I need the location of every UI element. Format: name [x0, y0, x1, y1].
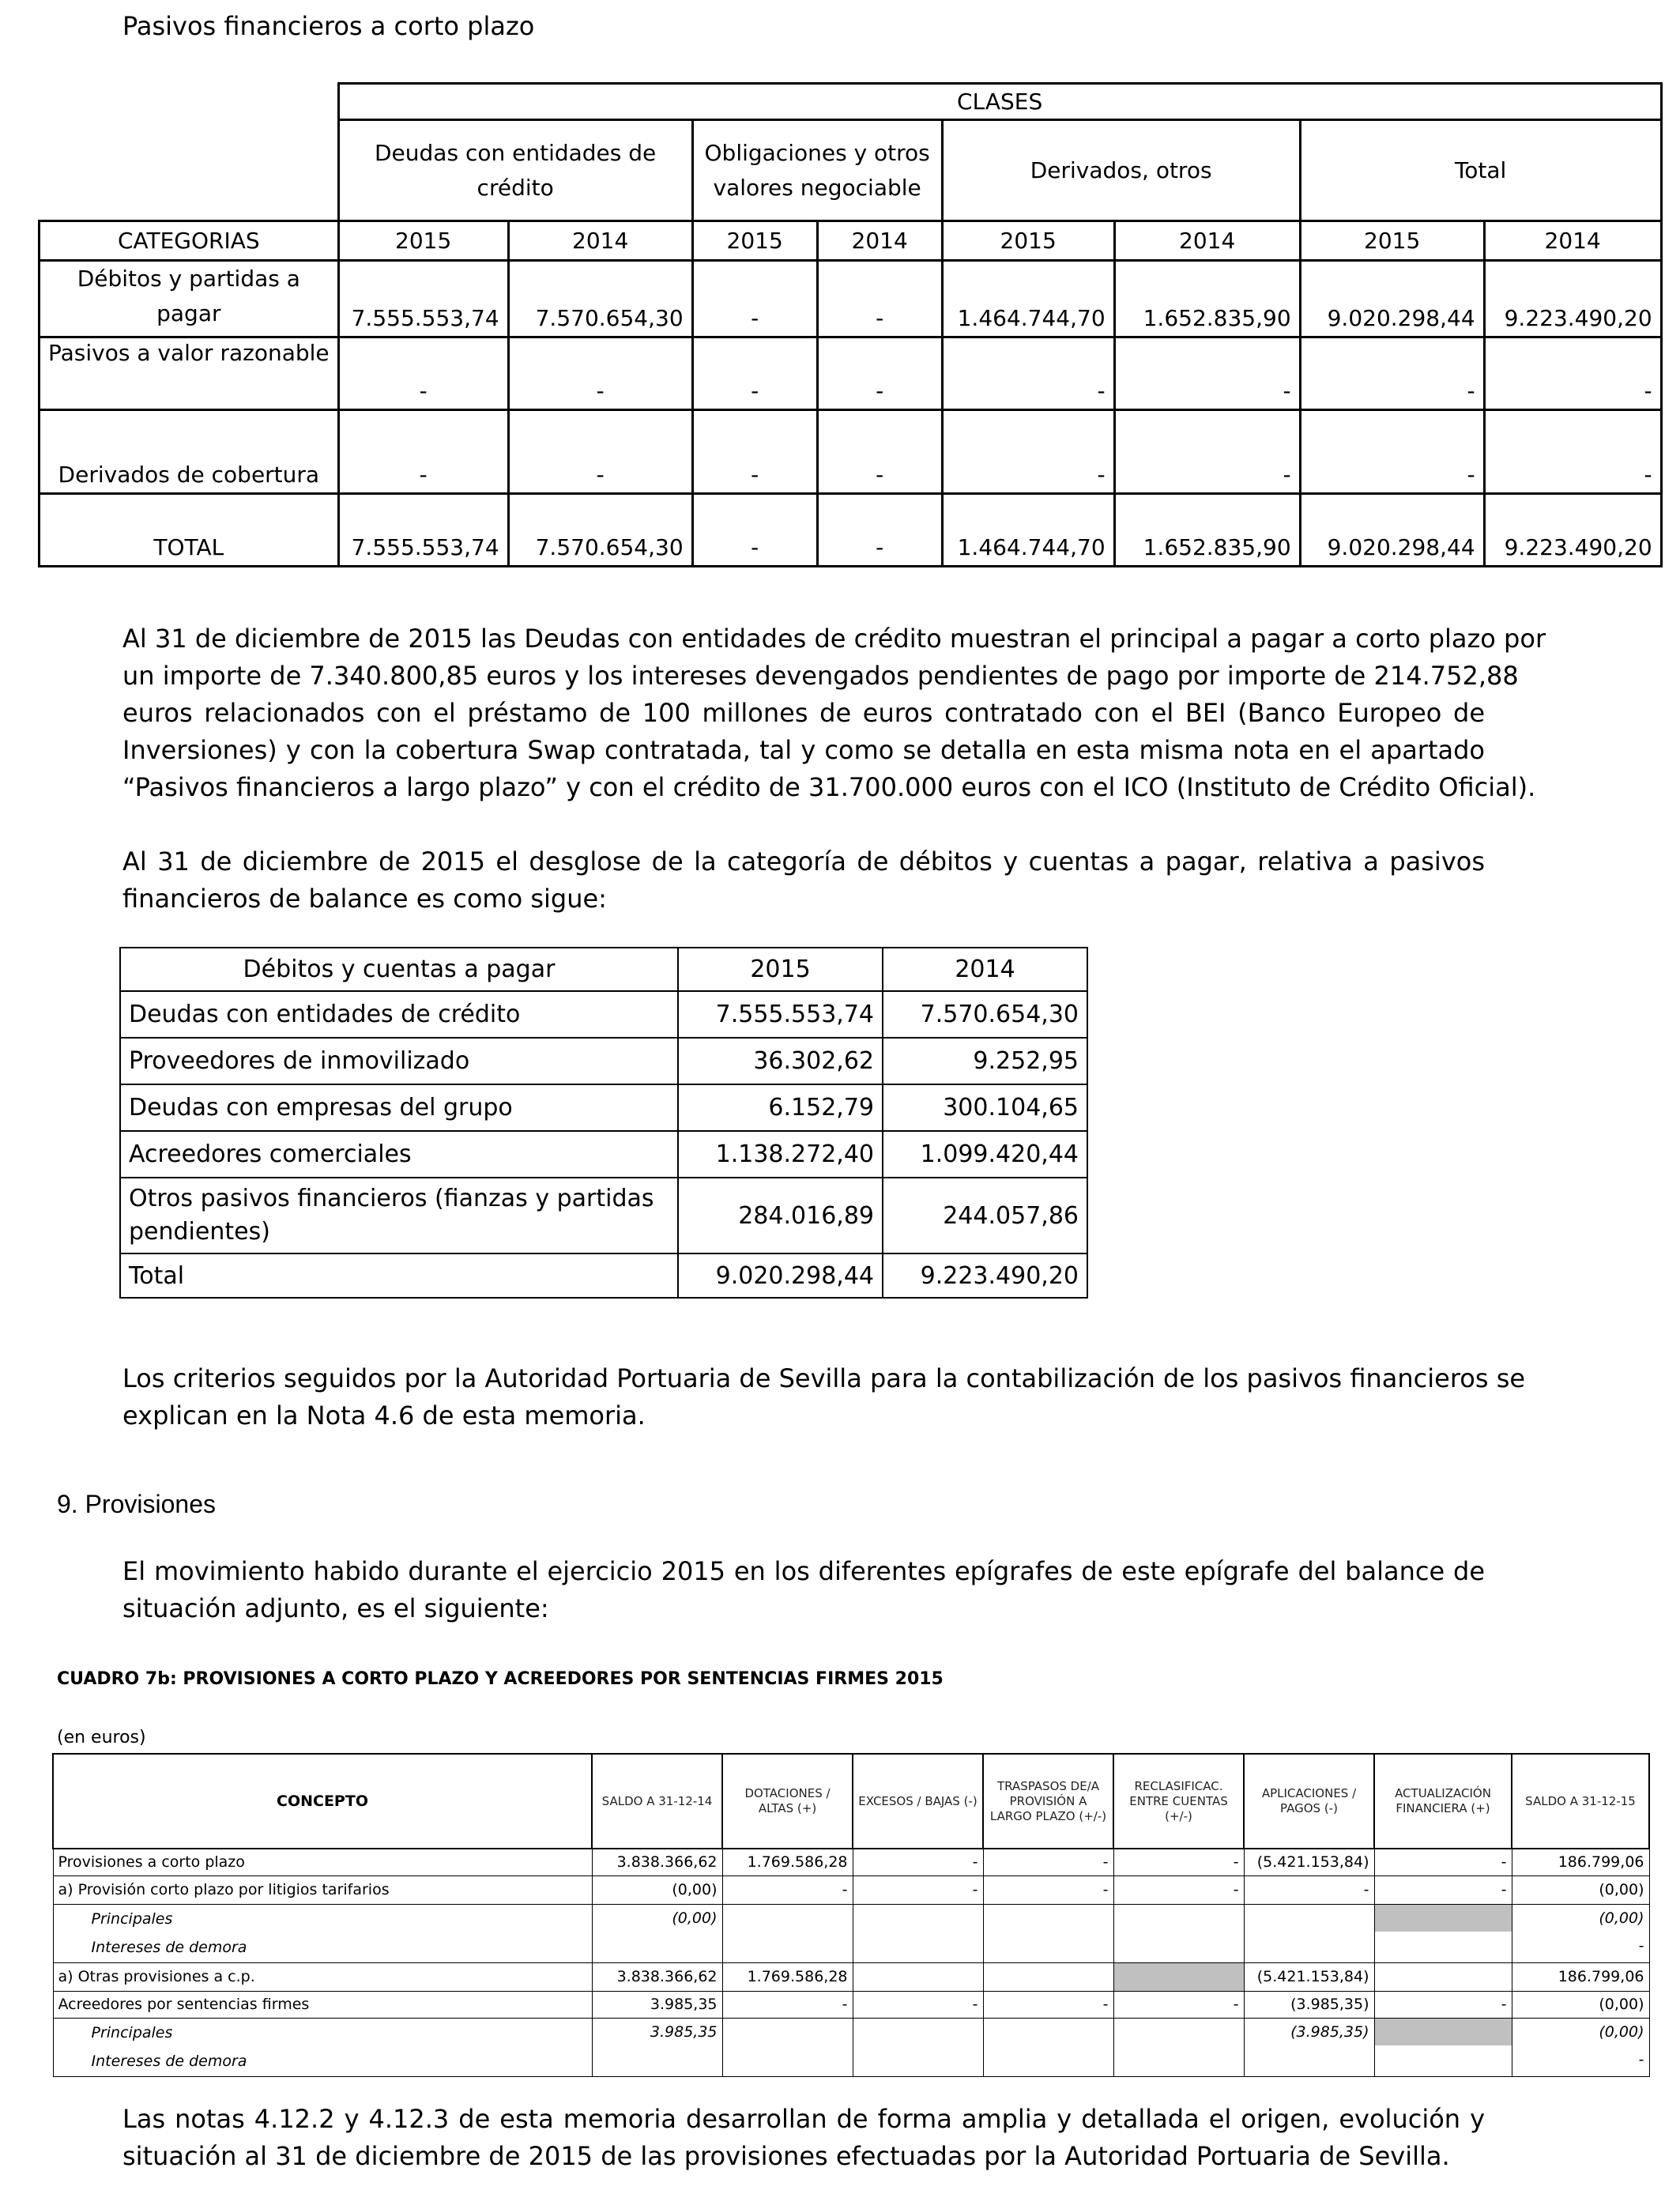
cell: -	[942, 410, 1114, 494]
row-label: TOTAL	[40, 494, 339, 567]
cell: -	[1300, 337, 1484, 410]
table-row	[120, 1131, 1087, 1178]
cell: 1.099.420,44	[883, 1131, 1087, 1178]
table-row	[53, 1875, 1649, 1904]
row-label: Total	[120, 1253, 678, 1298]
cell: (5.421.153,84)	[1244, 1962, 1374, 1991]
year-header: 2015	[338, 221, 508, 261]
column-header: SALDO A 31-12-14	[592, 1754, 722, 1849]
cell: 7.555.553,74	[338, 261, 508, 337]
cell: (0,00)	[592, 1875, 722, 1904]
table-row	[40, 261, 1662, 337]
cell: (3.985,35)	[1244, 1991, 1374, 2018]
cell: 1.464.744,70	[942, 494, 1114, 567]
cell: (5.421.153,84)	[1244, 1849, 1374, 1875]
year-header: 2014	[883, 948, 1087, 991]
cell: -	[1638, 1936, 1644, 1955]
column-header: TRASPASOS DE/A PROVISIÓN A LARGO PLAZO (+/-)	[983, 1754, 1113, 1849]
table3-units: (en euros)	[57, 1728, 146, 1747]
cell: -	[817, 337, 942, 410]
payables-header: Débitos y cuentas a pagar	[120, 948, 678, 991]
cell: -	[722, 1875, 853, 1904]
short-term-liabilities-table	[38, 82, 1663, 567]
table-row	[40, 337, 1662, 410]
cell: -	[983, 1991, 1113, 2018]
table-row	[53, 1904, 1649, 1962]
categorias-header: CATEGORIAS	[40, 221, 339, 261]
cell: 1.769.586,28	[722, 1849, 853, 1875]
row-label: a) Otras provisiones a c.p.	[53, 1962, 592, 1991]
cell: -	[722, 1991, 853, 2018]
cell: 7.555.553,74	[678, 991, 883, 1038]
column-header: APLICACIONES / PAGOS (-)	[1244, 1754, 1374, 1849]
cell: -	[1114, 410, 1300, 494]
column-header: RECLASIFICAC. ENTRE CUENTAS (+/-)	[1113, 1754, 1244, 1849]
shaded-cell	[1375, 2019, 1512, 2045]
cell: -	[692, 261, 817, 337]
row-label: Deudas con empresas del grupo	[120, 1084, 678, 1131]
cell: -	[853, 1849, 983, 1875]
cell: -	[338, 337, 508, 410]
cell: 244.057,86	[883, 1178, 1087, 1253]
cell: -	[1374, 1991, 1512, 2018]
cell: (0,00)	[1599, 2022, 1644, 2041]
table-row	[53, 2018, 1649, 2076]
paragraph-credit-debts: Al 31 de diciembre de 2015 las Deudas con entidades de crédito muestran el principal a pagar a corto plazo por un importe de 7.340.800,85 euros y los intereses devengados pendientes de pago por importe de 214.752,88 euros relacionados con el préstamo de 100 millones de euros contratado con el BEI (Banco Europeo de Inversiones) y con la cobertura Swap contratada, tal y como se detalla en esta misma nota en el apartado “Pasivos financieros a largo plazo” y con el crédito de 31.700.000 euros con el ICO (Instituto de Crédito Oficial).	[122, 624, 1546, 802]
group-header: Deudas con entidades de crédito	[338, 120, 692, 221]
cell: 9.020.298,44	[1300, 261, 1484, 337]
cell: -	[1113, 1875, 1244, 1904]
cell: -	[1484, 337, 1661, 410]
cell: -	[508, 337, 692, 410]
cell: (0,00)	[672, 1909, 718, 1927]
cell: 3.838.366,62	[592, 1962, 722, 1991]
group-header: Derivados, otros	[942, 120, 1300, 221]
cell: -	[1113, 1991, 1244, 2018]
provisions-table	[52, 1753, 1650, 2077]
cell: 7.570.654,30	[883, 991, 1087, 1038]
cell: -	[1484, 410, 1661, 494]
cell: 9.020.298,44	[678, 1253, 883, 1298]
cell: -	[338, 410, 508, 494]
row-label: Principales	[91, 1909, 173, 1928]
column-header: DOTACIONES / ALTAS (+)	[722, 1754, 853, 1849]
cell: 300.104,65	[883, 1084, 1087, 1131]
cell: (0,00)	[1512, 1991, 1649, 2018]
row-label: Intereses de demora	[91, 1938, 247, 1956]
year-header: 2015	[678, 948, 883, 991]
table-row	[53, 1991, 1649, 2018]
cell: (3.985,35)	[1290, 2022, 1369, 2041]
cell: -	[983, 1875, 1113, 1904]
table-row	[40, 410, 1662, 494]
cell: 186.799,06	[1512, 1962, 1649, 1991]
cell: -	[817, 494, 942, 567]
clases-header: CLASES	[338, 84, 1661, 120]
cell: 7.570.654,30	[508, 494, 692, 567]
cell: -	[692, 494, 817, 567]
cell: 9.223.490,20	[1484, 494, 1661, 567]
table-row	[40, 494, 1662, 567]
year-header: 2014	[508, 221, 692, 261]
cell: -	[1638, 2050, 1644, 2068]
year-header: 2015	[942, 221, 1114, 261]
paragraph-criteria: Los criterios seguidos por la Autoridad Portuaria de Sevilla para la contabilización de los pasivos financieros se explican en la Nota 4.6 de esta memoria.	[122, 1363, 1526, 1431]
group-header: Obligaciones y otros valores negociable	[692, 120, 942, 221]
cell: -	[1113, 1849, 1244, 1875]
cell: 36.302,62	[678, 1038, 883, 1084]
cell: 3.838.366,62	[592, 1849, 722, 1875]
year-header: 2014	[1484, 221, 1661, 261]
cell: -	[853, 1991, 983, 2018]
cell: 7.555.553,74	[338, 494, 508, 567]
cell: 9.020.298,44	[1300, 494, 1484, 567]
cell: -	[817, 261, 942, 337]
cell: 3.985,35	[592, 1991, 722, 2018]
cell: 1.769.586,28	[722, 1962, 853, 1991]
table-row	[120, 991, 1087, 1038]
row-label: Derivados de cobertura	[40, 410, 339, 494]
cell: -	[1244, 1875, 1374, 1904]
payables-table	[119, 947, 1088, 1299]
paragraph-breakdown: Al 31 de diciembre de 2015 el desglose de la categoría de débitos y cuentas a pagar, relativa a pasivos financieros de balance es como sigue:	[122, 846, 1485, 914]
row-label: Otros pasivos financieros (fianzas y partidas pendientes)	[120, 1178, 678, 1253]
table-row	[120, 1178, 1087, 1253]
section-title: Pasivos financieros a corto plazo	[122, 11, 535, 41]
column-header: SALDO A 31-12-15	[1512, 1754, 1649, 1849]
year-header: 2015	[692, 221, 817, 261]
cell: 1.652.835,90	[1114, 494, 1300, 567]
cell: 7.570.654,30	[508, 261, 692, 337]
cell: 9.223.490,20	[1484, 261, 1661, 337]
cell	[853, 1962, 983, 1991]
cell: -	[983, 1849, 1113, 1875]
cell: 6.152,79	[678, 1084, 883, 1131]
year-header: 2014	[1114, 221, 1300, 261]
cell	[983, 1962, 1113, 1991]
table-row	[120, 1038, 1087, 1084]
cell: -	[508, 410, 692, 494]
row-label: a) Provisión corto plazo por litigios tarifarios	[53, 1875, 592, 1904]
cell: -	[1300, 410, 1484, 494]
cell: 1.138.272,40	[678, 1131, 883, 1178]
table3-caption: CUADRO 7b: PROVISIONES A CORTO PLAZO Y ACREEDORES POR SENTENCIAS FIRMES 2015	[57, 1669, 944, 1689]
row-label: Intereses de demora	[91, 2052, 247, 2070]
row-label: Provisiones a corto plazo	[53, 1849, 592, 1875]
table-row	[53, 1849, 1649, 1875]
cell: -	[853, 1875, 983, 1904]
section-title-provisiones: 9. Provisiones	[57, 1490, 216, 1518]
row-label: Pasivos a valor razonable	[40, 337, 339, 410]
cell: 284.016,89	[678, 1178, 883, 1253]
cell: (0,00)	[1599, 1909, 1644, 1927]
cell: (0,00)	[1512, 1875, 1649, 1904]
cell: 9.223.490,20	[883, 1253, 1087, 1298]
cell: 9.252,95	[883, 1038, 1087, 1084]
year-header: 2015	[1300, 221, 1484, 261]
table-row	[120, 1253, 1087, 1298]
table-row	[53, 1962, 1649, 1991]
group-header: Total	[1300, 120, 1661, 221]
cell: -	[942, 337, 1114, 410]
cell: 1.464.744,70	[942, 261, 1114, 337]
concepto-header: CONCEPTO	[53, 1754, 592, 1849]
row-label: Acreedores por sentencias firmes	[53, 1991, 592, 2018]
shaded-cell	[1113, 1962, 1244, 1991]
row-label: Proveedores de inmovilizado	[120, 1038, 678, 1084]
column-header: EXCESOS / BAJAS (-)	[853, 1754, 983, 1849]
row-label: Débitos y partidas a pagar	[40, 261, 339, 337]
row-label: Acreedores comerciales	[120, 1131, 678, 1178]
cell: -	[1374, 1849, 1512, 1875]
cell: -	[692, 337, 817, 410]
cell: 3.985,35	[650, 2022, 718, 2041]
cell: 186.799,06	[1512, 1849, 1649, 1875]
year-header: 2014	[817, 221, 942, 261]
cell: 1.652.835,90	[1114, 261, 1300, 337]
cell	[1374, 1962, 1512, 1991]
shaded-cell	[1375, 1905, 1512, 1932]
row-label: Principales	[91, 2023, 173, 2041]
table-row	[120, 1084, 1087, 1131]
column-header: ACTUALIZACIÓN FINANCIERA (+)	[1374, 1754, 1512, 1849]
cell: -	[1374, 1875, 1512, 1904]
cell: -	[692, 410, 817, 494]
row-label: Deudas con entidades de crédito	[120, 991, 678, 1038]
cell: -	[1114, 337, 1300, 410]
paragraph-movement: El movimiento habido durante el ejercicio 2015 en los diferentes epígrafes de este epígrafe del balance de situación adjunto, es el siguiente:	[122, 1556, 1485, 1623]
cell: -	[817, 410, 942, 494]
paragraph-notes: Las notas 4.12.2 y 4.12.3 de esta memoria desarrollan de forma amplia y detallada el origen, evolución y situación al 31 de diciembre de 2015 de las provisiones efectuadas por la Autoridad Portuaria de Sevilla.	[122, 2104, 1485, 2171]
